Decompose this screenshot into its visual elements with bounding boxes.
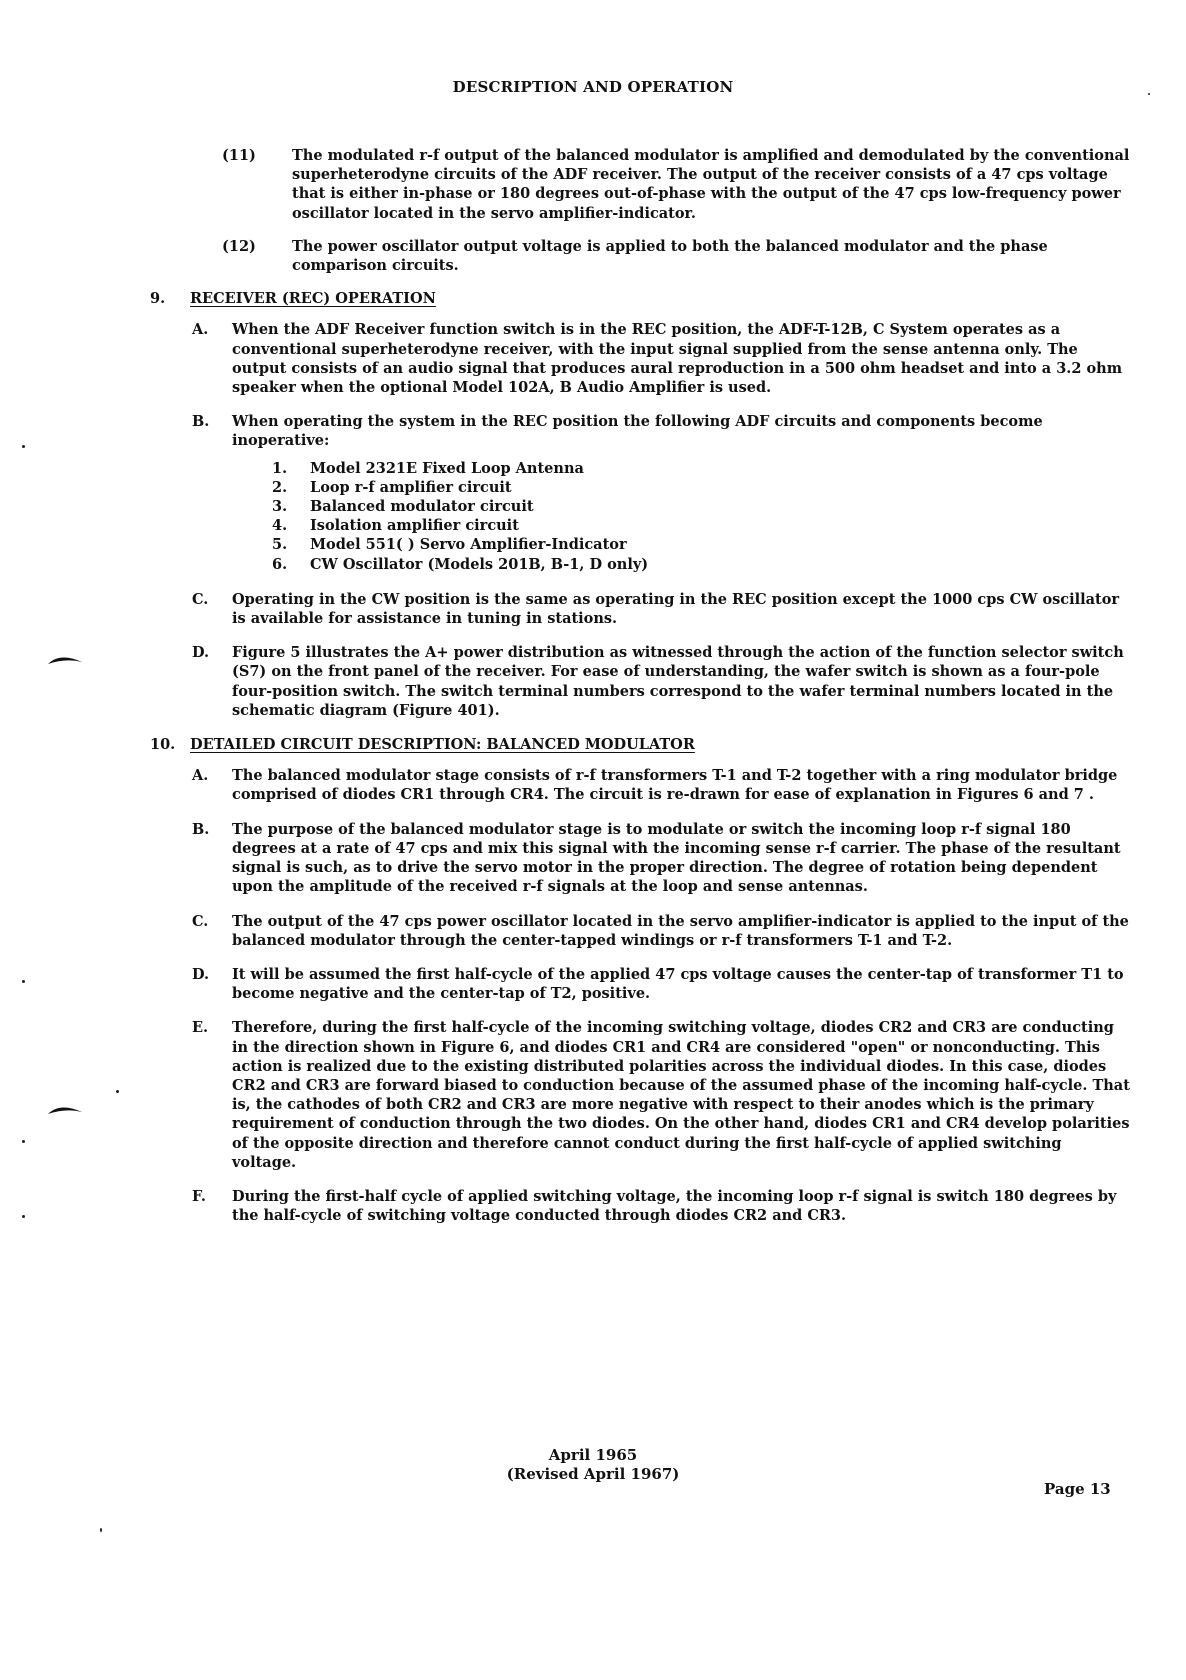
item-letter: A. [192,767,209,785]
item-text: The output of the 47 cps power oscillator located in the servo amplifier-indicator is applied to the input of the balanced modulator through the center-tapped windings or r-f transformers T-1 and T-2. [232,912,1129,949]
section-10-item-c [150,912,1130,950]
list-number: 2. [272,478,288,496]
list-text: Model 551( ) Servo Amplifier-Indicator [310,536,627,554]
inoperative-components-list [272,459,1130,574]
item-letter: B. [192,413,210,431]
list-item [272,478,1130,497]
item-text: Figure 5 illustrates the A+ power distribution as witnessed through the action of the function selector switch (S7) on the front panel of the receiver. For ease of understanding, the wafer switch is shown as a four-pole four-position switch. The switch terminal numbers correspond to the wafer terminal numbers located in the schematic diagram (Figure 401). [232,644,1124,719]
section-9-item-a [150,320,1130,397]
list-number: 3. [272,498,288,516]
item-number: (12) [222,237,256,255]
item-letter: D. [192,644,210,662]
date-line-2: (Revised April 1967) [506,1465,680,1483]
scan-speck [22,980,25,983]
section-title: RECEIVER (REC) OPERATION [190,290,436,308]
page-content [150,146,1130,1240]
scan-speck [22,1140,25,1143]
item-letter: C. [192,590,209,608]
date-line-1: April 1965 [548,1446,638,1464]
pre-item-12 [150,237,1130,275]
item-letter: E. [192,1019,209,1037]
item-text: It will be assumed the first half-cycle of the applied 47 cps voltage causes the center-tap of transformer T1 to become negative and the center-tap of T2, positive. [232,965,1124,1003]
scan-speck [116,1090,119,1093]
list-item [272,459,1130,478]
item-number: (11) [222,147,256,164]
pre-item-11 [150,146,1130,223]
item-text: During the first-half cycle of applied switching voltage, the incoming loop r-f signal is switch 180 degrees by the half-cycle of switching voltage conducted through diodes CR2 and CR3. [232,1187,1117,1225]
section-number: 10. [150,736,176,754]
list-item [272,497,1130,516]
list-item [272,535,1130,554]
list-item [272,555,1130,574]
scan-artifact-mark [46,650,86,670]
list-item [272,516,1130,535]
list-number: 5. [272,536,288,554]
item-text: The balanced modulator stage consists of r-f transformers T-1 and T-2 together with a ring modulator bridge comprised of diodes CR1 through CR4. The circuit is re-drawn for ease of explanation in Figures 6 and 7 . [232,767,1118,804]
list-number: 4. [272,517,288,535]
section-10-item-f [150,1187,1130,1225]
item-text: The purpose of the balanced modulator stage is to modulate or switch the incoming loop r-f signal 180 degrees at a rate of 47 cps and mix this signal with the incoming sense r-f carrier. The phase of the resultant signal is such, as to drive the servo motor in the proper direction. The degree of rotation being dependent upon the amplitude of the received r-f signals at the loop and sense antennas. [232,820,1121,896]
section-9-heading [150,289,1130,308]
list-number: 6. [272,555,288,573]
scan-artifact-mark [46,1100,86,1120]
item-text: Therefore, during the first half-cycle of the incoming switching voltage, diodes CR2 and CR3 are conducting in the direction shown in Figure 6, and diodes CR1 and CR4 are considered "open" or nonconducting. This action is realized due to the existing distributed polarities across the individual diodes. In this case, diodes CR2 and CR3 are forward biased to conduction because of the assumed phase of the incoming half-cycle. That is, the cathodes of both CR2 and CR3 are more negative with respect to their anodes which is the primary requirement of conduction through the two diodes. On the other hand, diodes CR1 and CR4 develop polarities of the opposite direction and therefore cannot conduct during the first half-cycle of applied switching voltage. [232,1019,1130,1171]
item-text: When operating the system in the REC position the following ADF circuits and components become inoperative: [232,413,1043,450]
section-number: 9. [150,290,166,308]
section-9-item-b [150,412,1130,450]
scan-speck [100,1528,102,1532]
section-10-heading [150,735,1130,754]
list-text: Balanced modulator circuit [310,498,534,516]
section-10-item-e [150,1018,1130,1172]
item-letter: F. [192,1187,206,1205]
item-letter: B. [192,820,210,838]
page-number: Page 13 [1044,1480,1111,1498]
revision-date [0,1446,1186,1484]
section-10-item-b [150,820,1130,897]
item-text: The modulated r-f output of the balanced modulator is amplified and demodulated by the conventional superheterodyne circuits of the ADF receiver. The output of the receiver consists of a 47 cps voltage that is either in-phase or 180 degrees out-of-phase with the output of the 47 cps low-frequency power oscillator located in the servo amplifier-indicator. [292,147,1130,222]
item-text: When the ADF Receiver function switch is in the REC position, the ADF-T-12B, C System operates as a conventional superheterodyne receiver, with the input signal supplied from the sense antenna only. The output consists of an audio signal that produces aural reproduction in a 500 ohm headset and into a 3.2 ohm speaker when the optional Model 102A, B Audio Amplifier is used. [232,321,1123,397]
section-10-item-d [150,965,1130,1003]
scan-speck [1148,93,1150,95]
item-letter: A. [192,321,209,339]
list-number: 1. [272,459,288,477]
item-text: The power oscillator output voltage is applied to both the balanced modulator and the phase comparison circuits. [292,237,1048,275]
section-10-item-a [150,766,1130,804]
scan-speck [22,445,25,448]
section-9-item-c [150,590,1130,628]
page-header: DESCRIPTION AND OPERATION [452,78,734,96]
item-letter: D. [192,965,210,983]
item-text: Operating in the CW position is the same as operating in the REC position except the 1000 cps CW oscillator is available for assistance in tuning in stations. [232,590,1120,628]
scan-speck [22,1215,25,1218]
list-text: Loop r-f amplifier circuit [310,478,512,496]
item-letter: C. [192,912,209,930]
list-text: Isolation amplifier circuit [310,517,519,535]
section-9-item-d [150,643,1130,720]
list-text: CW Oscillator (Models 201B, B-1, D only) [310,555,649,573]
list-text: Model 2321E Fixed Loop Antenna [310,459,584,477]
section-title: DETAILED CIRCUIT DESCRIPTION: BALANCED MODULATOR [190,736,695,754]
